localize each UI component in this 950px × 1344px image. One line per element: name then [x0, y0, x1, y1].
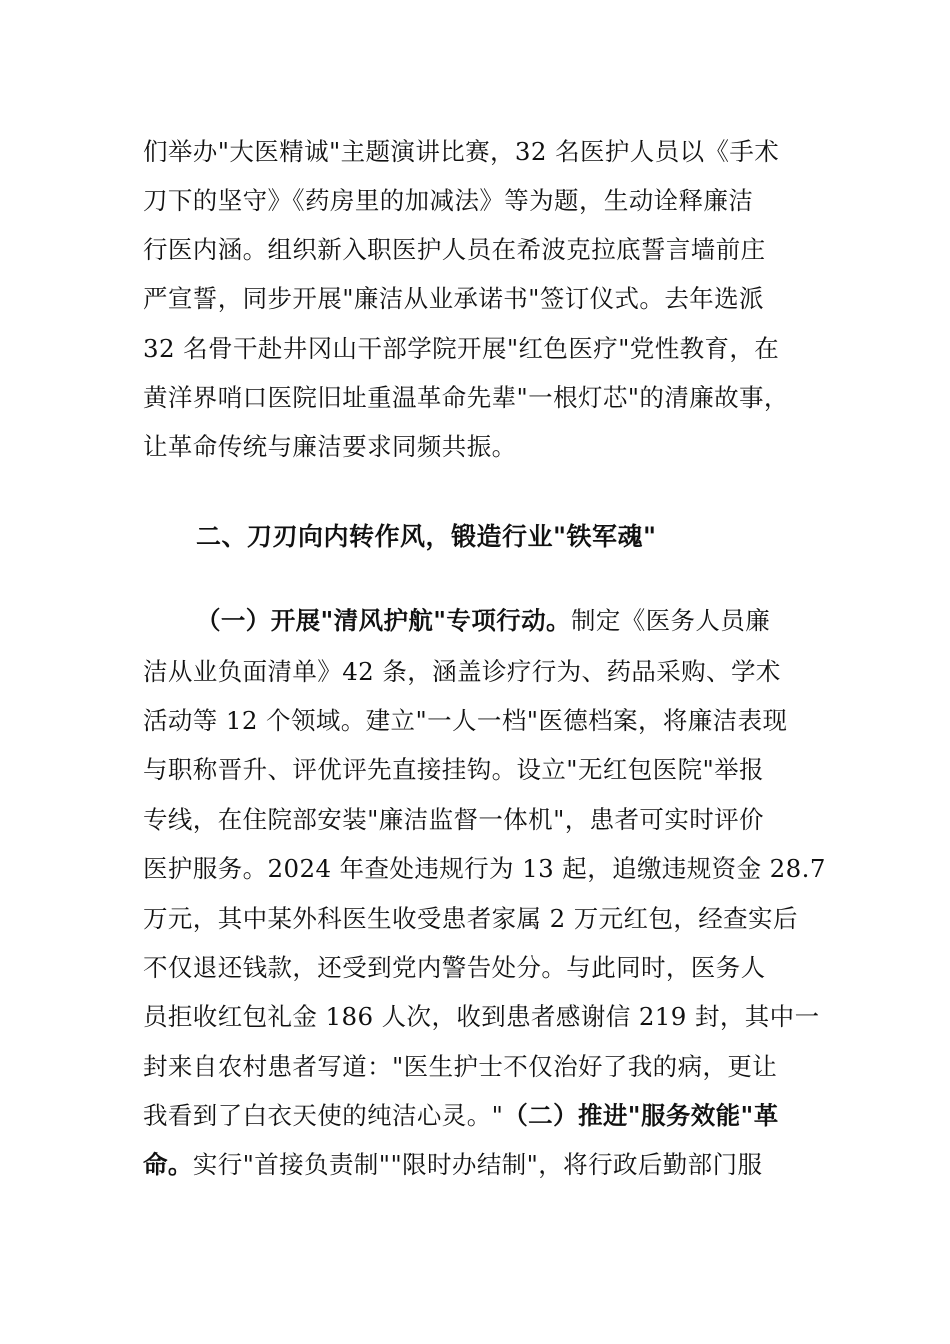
paragraph2-line-9: 员拒收红包礼金 186 人次，收到患者感谢信 219 封，其中一 — [143, 1002, 820, 1031]
paragraph1-line-1: 们举办"大医精诚"主题演讲比赛，32 名医护人员以《手术 — [143, 137, 780, 166]
paragraph2-line-11 — [143, 1096, 823, 1136]
paragraph2-line-11-text: 我看到了白衣天使的纯洁心灵。" — [143, 1101, 504, 1130]
paragraph2-line-12-text: 实行"首接负责制""限时办结制"，将行政后勤部门服 — [192, 1150, 763, 1179]
section-heading: 二、刀刃向内转作风，锻造行业"铁军魂" — [196, 522, 657, 551]
paragraph1-line-2: 刀下的坚守》《药房里的加减法》等为题，生动诠释廉洁 — [143, 186, 754, 215]
paragraph2-line-12 — [143, 1145, 823, 1185]
paragraph2-line-7: 万元，其中某外科医生收受患者家属 2 万元红包，经查实后 — [143, 904, 798, 933]
paragraph2-line-1-text: 制定《医务人员廉 — [570, 606, 771, 635]
subsection-title-2-end: 命。 — [143, 1150, 193, 1179]
paragraph2-line-4: 与职称晋升、评优评先直接挂钩。设立"无红包医院"举报 — [143, 755, 764, 784]
paragraph2-line-1 — [196, 601, 824, 641]
paragraph1-line-5: 32 名骨干赴井冈山干部学院开展"红色医疗"党性教育，在 — [143, 334, 780, 363]
paragraph1-line-4: 严宣誓，同步开展"廉洁从业承诺书"签订仪式。去年选派 — [143, 284, 764, 313]
paragraph2-line-10: 封来自农村患者写道："医生护士不仅治好了我的病，更让 — [143, 1052, 778, 1081]
paragraph1-line-6: 黄洋界哨口医院旧址重温革命先辈"一根灯芯"的清廉故事， — [143, 383, 789, 412]
paragraph2-line-8: 不仅退还钱款，还受到党内警告处分。与此同时，医务人 — [143, 953, 766, 982]
subsection-title-2: （二）推进"服务效能"革 — [503, 1101, 779, 1130]
paragraph1-line-7: 让革命传统与廉洁要求同频共振。 — [143, 432, 517, 461]
paragraph2-line-2: 洁从业负面清单》42 条，涵盖诊疗行为、药品采购、学术 — [143, 657, 781, 686]
paragraph2-line-5: 专线，在住院部安装"廉洁监督一体机"，患者可实时评价 — [143, 805, 764, 834]
subsection-title-1: （一）开展"清风护航"专项行动。 — [196, 606, 571, 635]
paragraph2-line-6: 医护服务。2024 年查处违规行为 13 起，追缴违规资金 28.7 — [143, 854, 826, 883]
paragraph2-line-3: 活动等 12 个领域。建立"一人一档"医德档案，将廉洁表现 — [143, 706, 788, 735]
paragraph1-line-3: 行医内涵。组织新入职医护人员在希波克拉底誓言墙前庄 — [143, 235, 766, 264]
